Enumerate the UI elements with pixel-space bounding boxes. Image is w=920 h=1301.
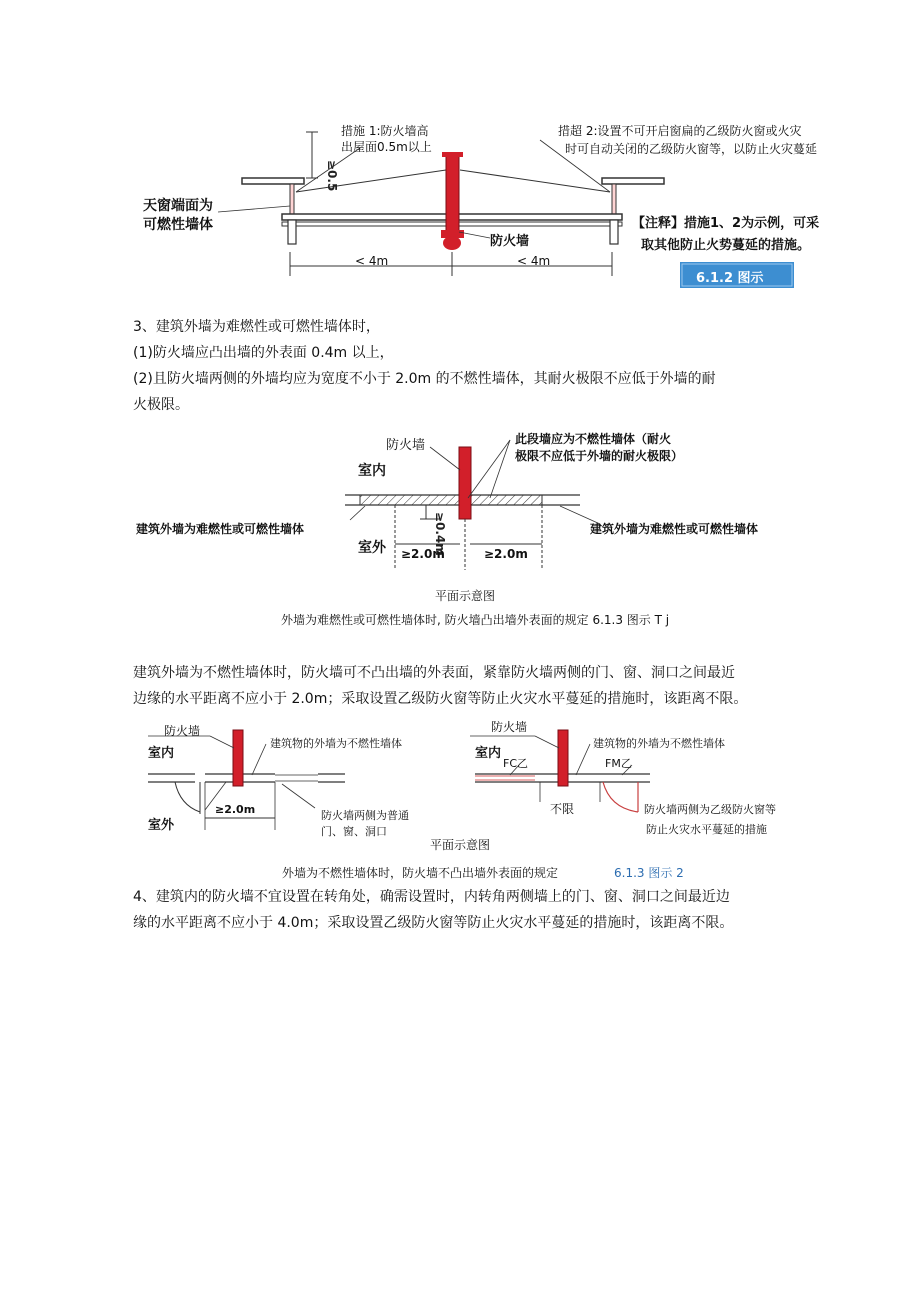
para4-line2: 缘的水平距离不应小于 4.0m；采取设置乙级防火窗等防止火灾水平蔓延的措施时，该距离不限。 <box>133 915 734 931</box>
fig3-left-firewall: 防火墙 <box>164 724 201 738</box>
para3-line4: 火极限。 <box>133 397 189 413</box>
fig3-fc-label: FC乙 <box>503 757 529 770</box>
fig3-fm-label: FM乙 <box>605 757 632 770</box>
fig3-left-indoor: 室内 <box>148 746 175 761</box>
fig2-outdoor: 室外 <box>358 540 386 556</box>
measure1-label-2: 出屋面0.5m以上 <box>341 140 432 154</box>
para3-line1: 3、建筑外墙为难燃性或可燃性墙体时， <box>133 319 380 335</box>
fig3-right-note-1: 防火墙两侧为乙级防火窗等 <box>644 803 776 816</box>
para3-line2: (1)防火墙应凸出墙的外表面 0.4m 以上， <box>133 345 394 361</box>
fig2-dim-right: ≥2.0m <box>484 547 528 561</box>
note-line-1: 【注释】措施1、2为示例，可采 <box>632 216 820 231</box>
fig3-right-firewall: 防火墙 <box>491 720 528 734</box>
noncomb-line1: 建筑外墙为不燃性墙体时，防火墙可不凸出墙的外表面，紧靠防火墙两侧的门、窗、洞口之间最近 <box>133 665 735 681</box>
fig2-caption: 外墙为难燃性或可燃性墙体时, 防火墙凸出墙外表面的规定 6.1.3 图示 T j <box>281 613 670 627</box>
fig2-wall-right: 建筑外墙为难燃性或可燃性墙体 <box>590 522 759 536</box>
fig3-right-wall-note: 建筑物的外墙为不燃性墙体 <box>593 737 725 750</box>
fig3-left-opening-2: 门、窗、洞口 <box>321 825 387 838</box>
fig3-caption-ref: 6.1.3 图示 2 <box>614 866 684 880</box>
skylight-label-2: 可燃性墙体 <box>143 217 213 233</box>
note-line-2: 取其他防止火势蔓延的措施。 <box>641 238 811 253</box>
measure2-label-1: 措超 2:设置不可开启窗扁的乙级防火窗或火灾 <box>558 124 802 138</box>
fig2-dim-left: ≥2.0m <box>401 547 445 561</box>
fig3-right-indoor: 室内 <box>475 746 502 761</box>
fig2-indoor: 室内 <box>358 463 386 479</box>
protrude-label: ≥0.4m <box>433 512 447 556</box>
fig2-note-2: 极限不应低于外墙的耐火极限） <box>515 449 684 463</box>
dim-right: < 4m <box>517 254 551 268</box>
fig3-unlimited: 不限 <box>550 802 575 816</box>
height-label: ≥0.5 <box>325 160 339 192</box>
fig2-plan-caption: 平面示意图 <box>435 589 496 603</box>
skylight-label-1: 天窗端面为 <box>143 198 213 214</box>
measure2-label-2: 时可自动关闭的乙级防火窗等，以防止火灾蔓延 <box>565 142 818 156</box>
fig2-note-1: 此段墙应为不燃性墙体（耐火 <box>515 432 672 446</box>
fig3-caption: 外墙为不燃性墙体时，防火墙不凸出墙外表面的规定 <box>282 866 559 880</box>
fig3-left-wall-note: 建筑物的外墙为不燃性墙体 <box>270 737 402 750</box>
measure1-label-1: 措施 1:防火墙高 <box>341 124 429 138</box>
fig3-left-dim: ≥2.0m <box>215 803 256 816</box>
noncomb-line2: 边缘的水平距离不应小于 2.0m；采取设置乙级防火窗等防止火灾水平蔓延的措施时，该距离不限。 <box>133 691 748 707</box>
dim-left: < 4m <box>355 254 389 268</box>
para4-line1: 4、建筑内的防火墙不宜设置在转角处，确需设置时，内转角两侧墙上的门、窗、洞口之间最近边 <box>133 889 730 905</box>
fig2-wall-left: 建筑外墙为难燃性或可燃性墙体 <box>136 522 305 536</box>
fig3-plan-caption: 平面示意图 <box>430 838 491 852</box>
fig3-right-note-2: 防止火灾水平蔓延的措施 <box>646 823 767 836</box>
firewall-label: 防火墙 <box>490 234 530 249</box>
figure-badge: 6.1.2 图示 <box>696 271 764 286</box>
fig3-left-outdoor: 室外 <box>148 818 175 833</box>
fig2-firewall-label: 防火墙 <box>386 438 426 453</box>
para3-line3: (2)且防火墙两侧的外墙均应为宽度不小于 2.0m 的不燃性墙体，其耐火极限不应低于外墙的耐 <box>133 371 716 387</box>
fig3-left-opening-1: 防火墙两侧为普通 <box>321 809 409 822</box>
